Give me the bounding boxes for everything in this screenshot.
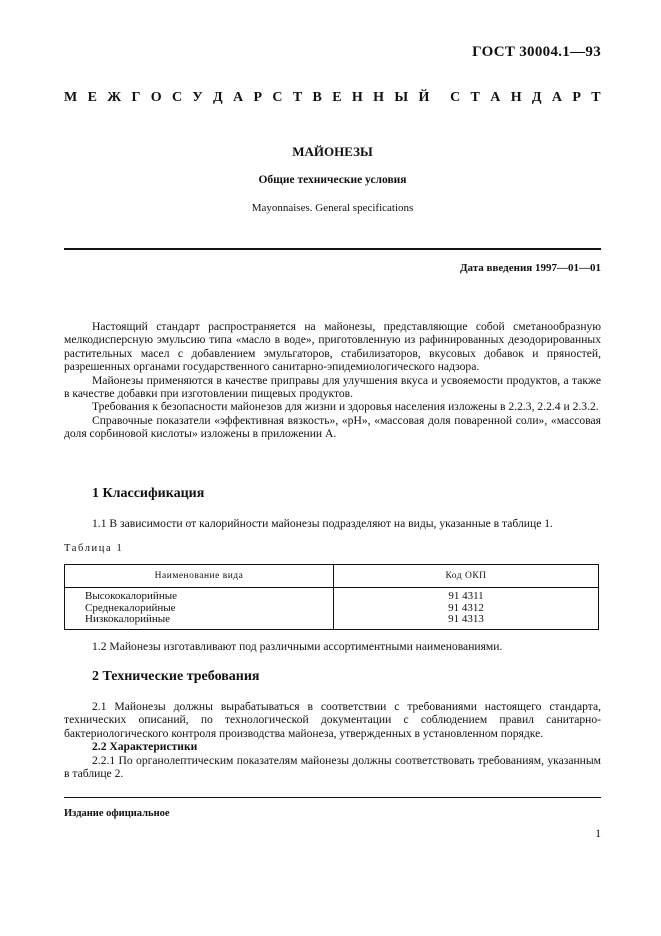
clause-2-2-1: 2.2.1 По органолептическим показателям майонезы должны соответствовать требованиям, указанным в таблице 2. [64,753,601,781]
banner-letter: Т [591,90,601,105]
interstate-standard-banner [64,90,601,106]
banner-letter: У [192,90,203,105]
section-1-heading: 1 Классификация [92,486,205,501]
banner-letter: В [312,90,322,105]
okp-code-cell: 91 4313 [334,614,599,629]
intro-paragraph: Справочные показатели «эффективная вязкость», «рН», «массовая доля поваренной соли», «массовая доля сорбиновой кислоты» изложены в приложении А. [64,413,601,441]
table-1-label: Таблица 1 [64,543,124,554]
kind-name-cell: Высококалорийные [65,588,334,603]
banner-letter: С [171,90,183,105]
clause-1-1 [64,517,601,530]
banner-letter: Е [87,90,97,105]
banner-letter: Р [572,90,581,105]
title-divider [64,248,601,250]
document-subtitle: Общие технические условия [258,174,407,186]
banner-letter: С [450,90,461,105]
clause-text: 1.2 Майонезы изготавливают под различными ассортиментными наименованиями. [92,640,503,653]
banner-letter: А [551,90,563,105]
kind-name-cell: Низкокалорийные [65,614,334,629]
classification-table [64,564,599,630]
banner-letter: Н [351,90,363,105]
clause-text: 1.1 В зависимости от калорийности майонезы подразделяют на виды, указанные в таблице 1. [92,517,553,530]
section-2-heading: 2 Технические требования [92,669,260,684]
banner-letter: Ы [394,90,409,105]
banner-letter: Н [373,90,385,105]
footer-divider [64,797,601,798]
table-row [65,588,599,603]
banner-letter: С [272,90,283,105]
banner-letter: М [64,90,78,105]
banner-letter: А [233,90,244,105]
table-header-row [65,565,599,588]
english-title: Mayonnaises. General specifications [251,202,414,214]
clause-1-2 [64,640,601,653]
banner-letter: А [490,90,501,105]
table-row [65,614,599,629]
banner-letter: Т [292,90,303,105]
effective-date: Дата введения 1997—01—01 [459,262,601,274]
clause-2-1: 2.1 Майонезы должны вырабатываться в соответствии с требованиями настоящего стандарта, технических описаний, по технологической документации с соблюдением правил санитарно-бактериологического контроля производства майонеза, утвержденных в установленном порядке. [64,700,601,740]
intro-paragraph: Требования к безопасности майонезов для жизни и здоровья населения изложены в 2.2.3, 2.2.4 и 2.3.2. [92,400,599,414]
page-number: 1 [595,828,601,840]
okp-code-cell: 91 4311 [334,588,599,603]
banner-letter: Е [332,90,342,105]
official-edition-note: Издание официальное [64,808,170,819]
banner-letter: Т [470,90,480,105]
intro-paragraph: Майонезы применяются в качестве приправы для улучшения вкуса и усвояемости продуктов, а также в качестве добавки при изготовлении пищевых продуктов. [64,373,601,401]
banner-letter: Д [531,90,542,105]
standard-number: ГОСТ 30004.1—93 [472,44,601,60]
section-2-body [64,700,601,780]
banner-letter: Д [213,90,223,105]
banner-letter: Й [418,90,430,105]
intro-paragraph: Настоящий стандарт распространяется на майонезы, представляющие собой сметанообразную мелкодисперсную эмульсию типа «масло в воде», приготовленную из рафинированных дезодорированных растительных масел с добавлением эмульгаторов, стабилизаторов, вкусовых добавок и пряностей, разрешенных органами государственного санитарно-эпидемиологического надзора. [64,320,601,374]
intro-section [64,320,601,441]
document-title: МАЙОНЕЗЫ [292,144,373,159]
okp-code-cell: 91 4312 [334,603,599,615]
banner-letter: Г [131,90,141,105]
column-header-name: Наименование вида [65,565,334,588]
banner-letter: О [150,90,162,105]
banner-letter: Р [253,90,263,105]
clause-2-2-heading: 2.2 Характеристики [92,740,198,754]
banner-letter: Ж [107,90,122,105]
column-header-code: Код ОКП [334,565,599,588]
kind-name-cell: Среднекалорийные [65,603,334,615]
banner-letter: Н [510,90,522,105]
